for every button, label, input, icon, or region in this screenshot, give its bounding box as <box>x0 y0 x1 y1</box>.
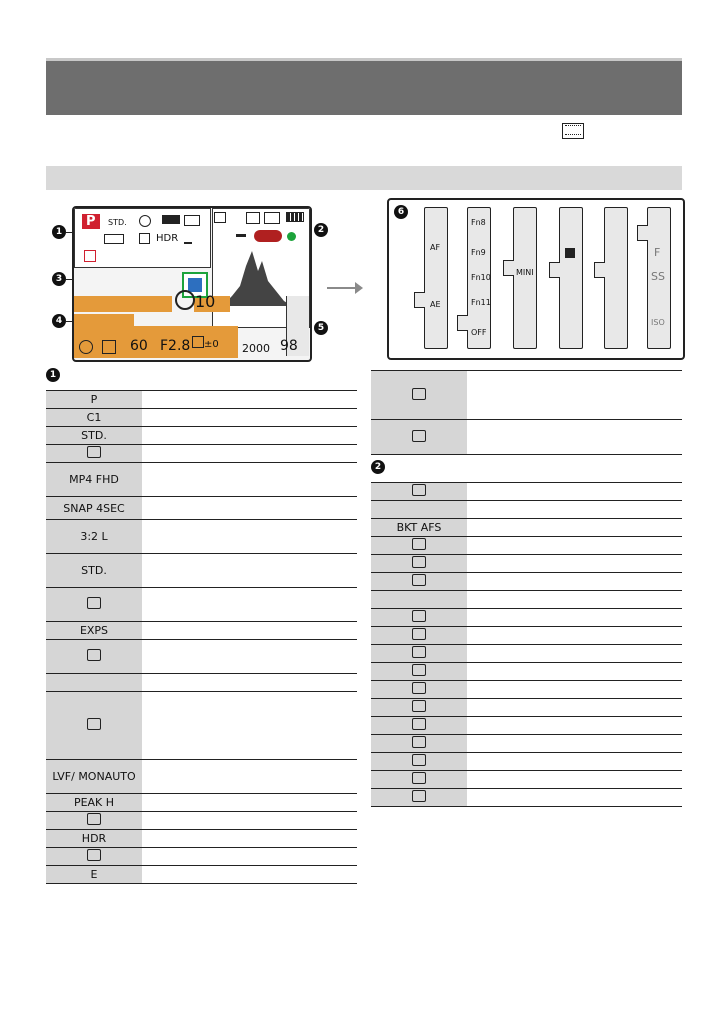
rec-indicator-icon <box>287 232 296 241</box>
row-icon <box>412 646 426 658</box>
row-icon-cell <box>371 609 467 627</box>
section-1-header <box>46 368 60 382</box>
table-row <box>371 645 682 663</box>
row-description-cell <box>467 371 682 420</box>
row-icon-cell <box>46 848 142 866</box>
row-icon-cell <box>46 812 142 830</box>
row-icon <box>412 430 426 442</box>
table-row <box>46 794 357 812</box>
row-icon-cell <box>371 681 467 699</box>
flash-adjust-icon <box>102 340 116 354</box>
callout-4: 4 <box>52 314 66 328</box>
row-description-cell <box>467 519 682 537</box>
table-row <box>46 622 357 640</box>
table-row <box>46 848 357 866</box>
table-row <box>371 555 682 573</box>
panel-label: Fn8 <box>471 218 486 227</box>
row-description-cell <box>142 794 357 812</box>
table-row <box>46 812 357 830</box>
row-description-cell <box>142 866 357 884</box>
row-icon <box>87 649 101 661</box>
row-icon: EXPS <box>79 624 109 637</box>
row-description-cell <box>142 622 357 640</box>
row-icon-cell <box>371 371 467 420</box>
row-icon-cell <box>46 445 142 463</box>
mode-p-badge: P <box>82 214 100 229</box>
row-description-cell <box>142 554 357 588</box>
row-description-cell <box>467 789 682 807</box>
row-icon-cell <box>46 588 142 622</box>
table-row <box>46 760 357 794</box>
row-icon-cell <box>371 519 467 537</box>
icon-table-1 <box>46 390 357 884</box>
row-icon: MP4 FHD <box>69 473 119 486</box>
table-row <box>371 420 682 455</box>
table-row <box>46 640 357 674</box>
table-row <box>46 866 357 884</box>
row-icon-cell <box>46 760 142 794</box>
aperture-value: F2.8 <box>160 338 191 354</box>
e-shutter-icon <box>184 233 192 244</box>
callout-5: 5 <box>314 321 328 335</box>
metering-icon <box>246 212 260 224</box>
row-icon-cell <box>46 692 142 760</box>
table-row <box>371 483 682 501</box>
row-icon <box>412 610 426 622</box>
row-description-cell <box>142 848 357 866</box>
row-description-cell <box>467 717 682 735</box>
touch-panel-5 <box>604 207 628 349</box>
mp4-fhd-icon <box>162 215 180 224</box>
panel-label: Fn9 <box>471 248 486 257</box>
touch-panel-4 <box>559 207 583 349</box>
self-timer-icon <box>175 290 195 310</box>
table-row <box>46 830 357 848</box>
table-row <box>371 717 682 735</box>
row-icon-cell <box>46 554 142 588</box>
row-description-cell <box>142 497 357 520</box>
hdr-label: HDR <box>156 233 179 244</box>
row-icon-cell <box>46 622 142 640</box>
burst-icon <box>264 212 280 224</box>
panel-label: OFF <box>471 328 487 337</box>
row-icon: 3:2 L <box>80 530 108 543</box>
metering-mode-icon <box>79 340 93 354</box>
table-row <box>371 519 682 537</box>
subsection-header-bar <box>46 166 682 190</box>
panel-tab <box>594 262 605 278</box>
row-icon-cell <box>371 753 467 771</box>
row-icon-cell <box>46 794 142 812</box>
table-row <box>371 627 682 645</box>
row-icon <box>412 700 426 712</box>
row-icon-cell <box>371 771 467 789</box>
table-row <box>46 463 357 497</box>
row-icon: STD. <box>81 429 107 442</box>
panel-label: F <box>654 246 661 259</box>
icon-table-2 <box>371 370 682 455</box>
panel-tab <box>414 292 425 308</box>
row-description-cell <box>467 771 682 789</box>
row-icon <box>412 736 426 748</box>
row-icon: LVF/ MONAUTO <box>52 770 136 783</box>
row-description-cell <box>467 663 682 681</box>
row-description-cell <box>467 735 682 753</box>
table-row <box>371 789 682 807</box>
battery-icon <box>286 212 304 222</box>
section-header-bar <box>46 58 682 115</box>
row-icon-cell <box>371 501 467 519</box>
row-description-cell <box>142 812 357 830</box>
row-description-cell <box>467 681 682 699</box>
panel-tab <box>457 315 468 331</box>
row-description-cell <box>467 591 682 609</box>
row-icon: C1 <box>86 411 102 424</box>
timer-value: 10 <box>195 292 216 311</box>
row-icon-cell <box>371 573 467 591</box>
row-icon-cell <box>371 555 467 573</box>
row-description-cell <box>142 760 357 794</box>
panel-label: ISO <box>651 318 665 327</box>
row-description-cell <box>142 463 357 497</box>
table-row <box>46 497 357 520</box>
row-icon <box>412 664 426 676</box>
exposure-value: ±0 <box>204 339 219 350</box>
callout-2: 2 <box>314 223 328 237</box>
row-icon-cell <box>371 591 467 609</box>
row-icon: P <box>90 393 98 406</box>
row-description-cell <box>142 520 357 554</box>
row-icon-cell <box>371 699 467 717</box>
tree-icon <box>214 212 226 223</box>
row-description-cell <box>142 409 357 427</box>
row-description-cell <box>142 692 357 760</box>
callout-1: 1 <box>46 368 60 382</box>
row-icon <box>87 813 101 825</box>
panel-tab <box>549 262 560 278</box>
row-icon: HDR <box>81 832 107 845</box>
table-row <box>371 663 682 681</box>
row-icon-cell <box>371 627 467 645</box>
row-description-cell <box>467 501 682 519</box>
row-description-cell <box>467 420 682 455</box>
row-icon <box>412 574 426 586</box>
touch-panel-3 <box>513 207 537 349</box>
row-icon-cell <box>46 427 142 445</box>
table-row <box>46 554 357 588</box>
panel-label: Fn10 <box>471 273 491 282</box>
row-icon <box>412 628 426 640</box>
panel-tab <box>637 225 648 241</box>
row-icon-cell <box>371 789 467 807</box>
row-description-cell <box>467 573 682 591</box>
row-description-cell <box>467 753 682 771</box>
row-icon <box>412 682 426 694</box>
info-bar <box>74 296 172 312</box>
row-icon-cell <box>46 674 142 692</box>
panel-tab <box>503 260 514 276</box>
snap-icon <box>104 234 124 244</box>
row-icon <box>412 754 426 766</box>
touch-panel-2 <box>467 207 491 349</box>
row-icon-cell <box>46 497 142 520</box>
table-row <box>371 537 682 555</box>
monochrome-icon <box>565 248 575 258</box>
shutter-speed-value: 60 <box>130 338 148 354</box>
highlight-shadow-icon <box>139 233 150 244</box>
panel-label: MINI <box>516 268 534 277</box>
panel-label: Fn11 <box>471 298 491 307</box>
table-row <box>371 681 682 699</box>
callout-3: 3 <box>52 272 66 286</box>
row-icon <box>87 718 101 730</box>
row-description-cell <box>467 645 682 663</box>
table-row <box>46 391 357 409</box>
table-row <box>46 692 357 760</box>
row-icon-cell <box>371 483 467 501</box>
row-icon-cell <box>371 420 467 455</box>
table-row <box>371 735 682 753</box>
row-icon: BKT AFS <box>396 521 442 534</box>
exposure-icon <box>192 336 204 348</box>
row-icon: PEAK H <box>73 796 115 809</box>
row-icon <box>412 556 426 568</box>
row-description-cell <box>467 699 682 717</box>
table-row <box>371 609 682 627</box>
row-description-cell <box>142 391 357 409</box>
aspect-icon <box>184 215 200 226</box>
touch-panel-1 <box>424 207 448 349</box>
touch-panel-6 <box>647 207 671 349</box>
row-icon-cell <box>371 663 467 681</box>
table-row <box>371 371 682 420</box>
row-description-cell <box>142 674 357 692</box>
row-description-cell <box>467 609 682 627</box>
remaining-value: 98 <box>280 338 298 354</box>
row-icon-cell <box>46 391 142 409</box>
row-icon <box>87 849 101 861</box>
table-row <box>371 699 682 717</box>
row-description-cell <box>142 640 357 674</box>
row-icon-cell <box>46 640 142 674</box>
row-icon <box>412 772 426 784</box>
row-description-cell <box>142 427 357 445</box>
table-row <box>371 591 682 609</box>
camera-screen-recording <box>72 206 312 362</box>
table-row <box>46 674 357 692</box>
panel-label: AF <box>430 243 441 252</box>
film-strip-icon <box>562 123 584 139</box>
row-icon <box>87 597 101 609</box>
row-icon-cell <box>46 463 142 497</box>
row-icon: STD. <box>81 564 107 577</box>
row-description-cell <box>142 445 357 463</box>
table-row <box>46 520 357 554</box>
level-icon <box>236 234 246 237</box>
table-row <box>46 427 357 445</box>
row-icon <box>412 388 426 400</box>
stabilizer-icon <box>254 230 282 242</box>
row-description-cell <box>467 627 682 645</box>
row-icon-cell <box>371 537 467 555</box>
row-description-cell <box>467 483 682 501</box>
flash-icon <box>139 215 151 227</box>
row-icon-cell <box>371 735 467 753</box>
table-row <box>46 445 357 463</box>
row-icon <box>412 538 426 550</box>
row-icon-cell <box>46 409 142 427</box>
table-row <box>371 573 682 591</box>
row-icon <box>87 446 101 458</box>
row-icon-cell <box>371 645 467 663</box>
panel-label: SS <box>651 270 665 283</box>
row-icon-cell <box>46 830 142 848</box>
histogram-icon <box>222 246 292 306</box>
callout-2: 2 <box>371 460 385 474</box>
card-icon <box>84 250 96 262</box>
panel-label: AE <box>430 300 441 309</box>
row-icon-cell <box>46 866 142 884</box>
arrow-right-icon <box>327 287 357 289</box>
row-icon <box>412 790 426 802</box>
table-row <box>371 771 682 789</box>
icon-table-3 <box>371 482 682 807</box>
shots-value: 2000 <box>242 342 270 355</box>
row-icon <box>412 484 426 496</box>
row-description-cell <box>142 588 357 622</box>
photo-style-label: STD. <box>108 218 127 227</box>
section-2-header <box>371 460 385 474</box>
row-description-cell <box>142 830 357 848</box>
row-icon: E <box>90 868 98 881</box>
table-row <box>371 501 682 519</box>
callout-6: 6 <box>394 205 408 219</box>
row-icon: SNAP 4SEC <box>63 501 125 515</box>
row-description-cell <box>467 555 682 573</box>
table-row <box>46 409 357 427</box>
row-icon-cell <box>46 520 142 554</box>
row-icon <box>412 718 426 730</box>
table-row <box>46 588 357 622</box>
callout-1: 1 <box>52 225 66 239</box>
table-row <box>371 753 682 771</box>
row-icon-cell <box>371 717 467 735</box>
row-description-cell <box>467 537 682 555</box>
